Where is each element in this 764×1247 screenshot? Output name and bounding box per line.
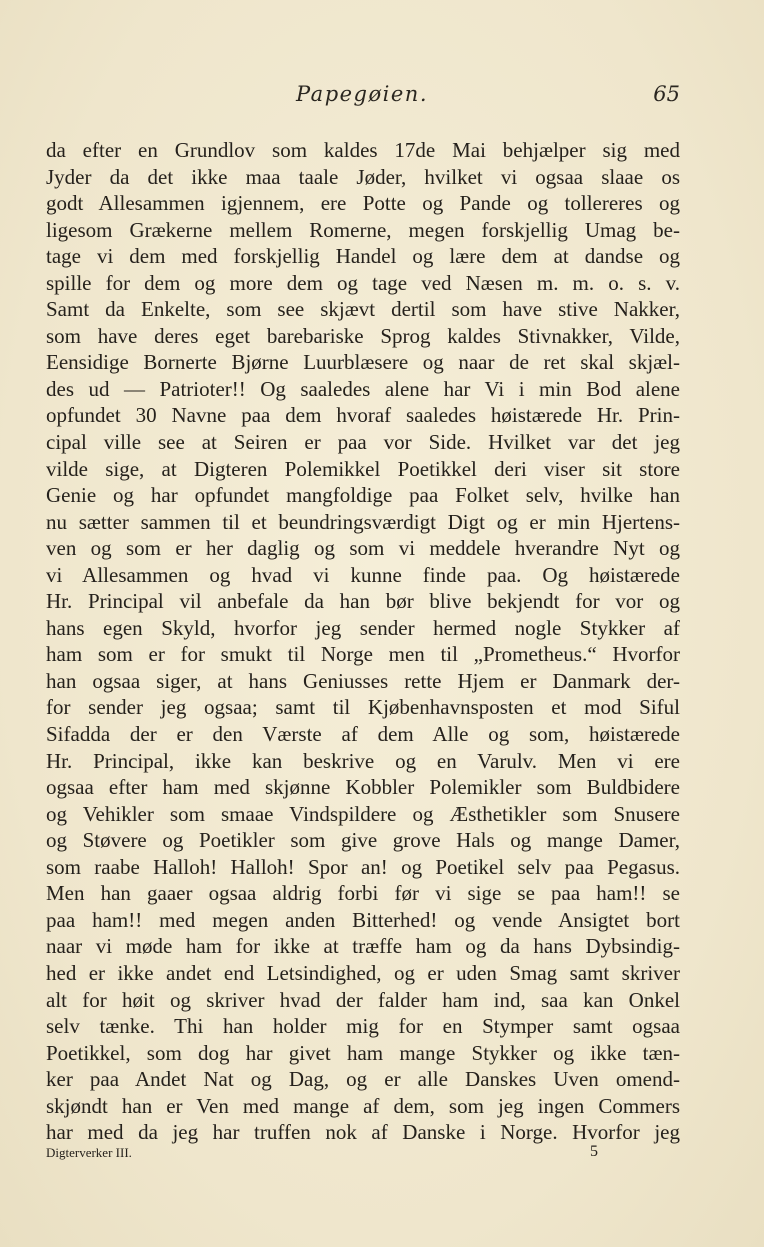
text-line: Genie og har opfundet mangfoldige paa Folket selv, hvilke han xyxy=(46,483,680,508)
text-line: vi Allesammen og hvad vi kunne finde paa. Og høistærede xyxy=(46,562,680,587)
text-line: skjøndt han er Ven med mange af dem, som jeg ingen Commers xyxy=(46,1093,680,1118)
page-number: 65 xyxy=(653,82,680,106)
text-line: og Støvere og Poetikler som give grove Hals og mange Damer, xyxy=(46,828,680,853)
running-head xyxy=(44,82,680,112)
body-text xyxy=(46,137,680,1146)
text-line: Hr. Principal, ikke kan beskrive og en Varulv. Men vi ere xyxy=(46,748,680,773)
text-line: opfundet 30 Navne paa dem hvoraf saaledes høistærede Hr. Prin- xyxy=(46,403,680,428)
text-line: for sender jeg ogsaa; samt til Kjøbenhavnsposten et mod Siful xyxy=(46,695,680,720)
text-line: nu sætter sammen til et beundringsværdigt Digt og er min Hjertens- xyxy=(46,509,680,534)
running-title: Papegøien. xyxy=(295,82,428,106)
sheet-number: 5 xyxy=(590,1143,598,1160)
text-line: spille for dem og more dem og tage ved Næsen m. m. o. s. v. xyxy=(46,270,680,295)
text-line: hans egen Skyld, hvorfor jeg sender hermed nogle Stykker af xyxy=(46,615,680,640)
page-footer xyxy=(46,1143,680,1167)
text-line: ham som er for smukt til Norge men til „Prometheus.“ Hvorfor xyxy=(46,642,680,667)
text-line: Samt da Enkelte, som see skjævt dertil som have stive Nakker, xyxy=(46,297,680,322)
text-line: som have deres eget barebariske Sprog kaldes Stivnakker, Vilde, xyxy=(46,323,680,348)
text-line: ker paa Andet Nat og Dag, og er alle Danskes Uven omend- xyxy=(46,1067,680,1092)
text-line: paa ham!! med megen anden Bitterhed! og vende Ansigtet bort xyxy=(46,907,680,932)
text-line: Men han gaaer ogsaa aldrig forbi før vi sige se paa ham!! se xyxy=(46,881,680,906)
text-line: ogsaa efter ham med skjønne Kobbler Polemikler som Buldbidere xyxy=(46,775,680,800)
signature-mark: Digterverker III. xyxy=(46,1145,132,1160)
text-line: har med da jeg har truffen nok af Danske i Norge. Hvorfor jeg xyxy=(46,1120,680,1145)
text-line: Jyder da det ikke maa taale Jøder, hvilket vi ogsaa slaae os xyxy=(46,164,680,189)
text-line: tage vi dem med forskjellig Handel og lære dem at dandse og xyxy=(46,244,680,269)
text-line: Eensidige Bornerte Bjørne Luurblæsere og naar de ret skal skjæl- xyxy=(46,350,680,375)
text-line: naar vi møde ham for ikke at træffe ham og da hans Dybsindig- xyxy=(46,934,680,959)
text-line: han ogsaa siger, at hans Geniusses rette Hjem er Danmark der- xyxy=(46,668,680,693)
text-line: ven og som er her daglig og som vi meddele hverandre Nyt og xyxy=(46,536,680,561)
text-line: da efter en Grundlov som kaldes 17de Mai behjælper sig med xyxy=(46,138,680,162)
text-line: og Vehikler som smaae Vindspildere og Æsthetikler som Snusere xyxy=(46,801,680,826)
text-line: Sifadda der er den Værste af dem Alle og som, høistærede xyxy=(46,722,680,747)
text-line: ligesom Grækerne mellem Romerne, megen forskjellig Umag be- xyxy=(46,217,680,242)
text-line: Hr. Principal vil anbefale da han bør blive bekjendt for vor og xyxy=(46,589,680,614)
text-line: Poetikkel, som dog har givet ham mange Stykker og ikke tæn- xyxy=(46,1040,680,1065)
text-line: som raabe Halloh! Halloh! Spor an! og Poetikel selv paa Pegasus. xyxy=(46,854,680,879)
text-line: cipal ville see at Seiren er paa vor Side. Hvilket var det jeg xyxy=(46,430,680,455)
text-line: alt for høit og skriver hvad der falder ham ind, saa kan Onkel xyxy=(46,987,680,1012)
text-line: godt Allesammen igjennem, ere Potte og Pande og tollereres og xyxy=(46,191,680,216)
text-line: hed er ikke andet end Letsindighed, og er uden Smag samt skriver xyxy=(46,960,680,985)
text-line: vilde sige, at Digteren Polemikkel Poetikkel deri viser sit store xyxy=(46,456,680,481)
text-line: des ud — Patrioter!! Og saaledes alene har Vi i min Bod alene xyxy=(46,376,680,401)
text-line: selv tænke. Thi han holder mig for en Stymper samt ogsaa xyxy=(46,1014,680,1039)
